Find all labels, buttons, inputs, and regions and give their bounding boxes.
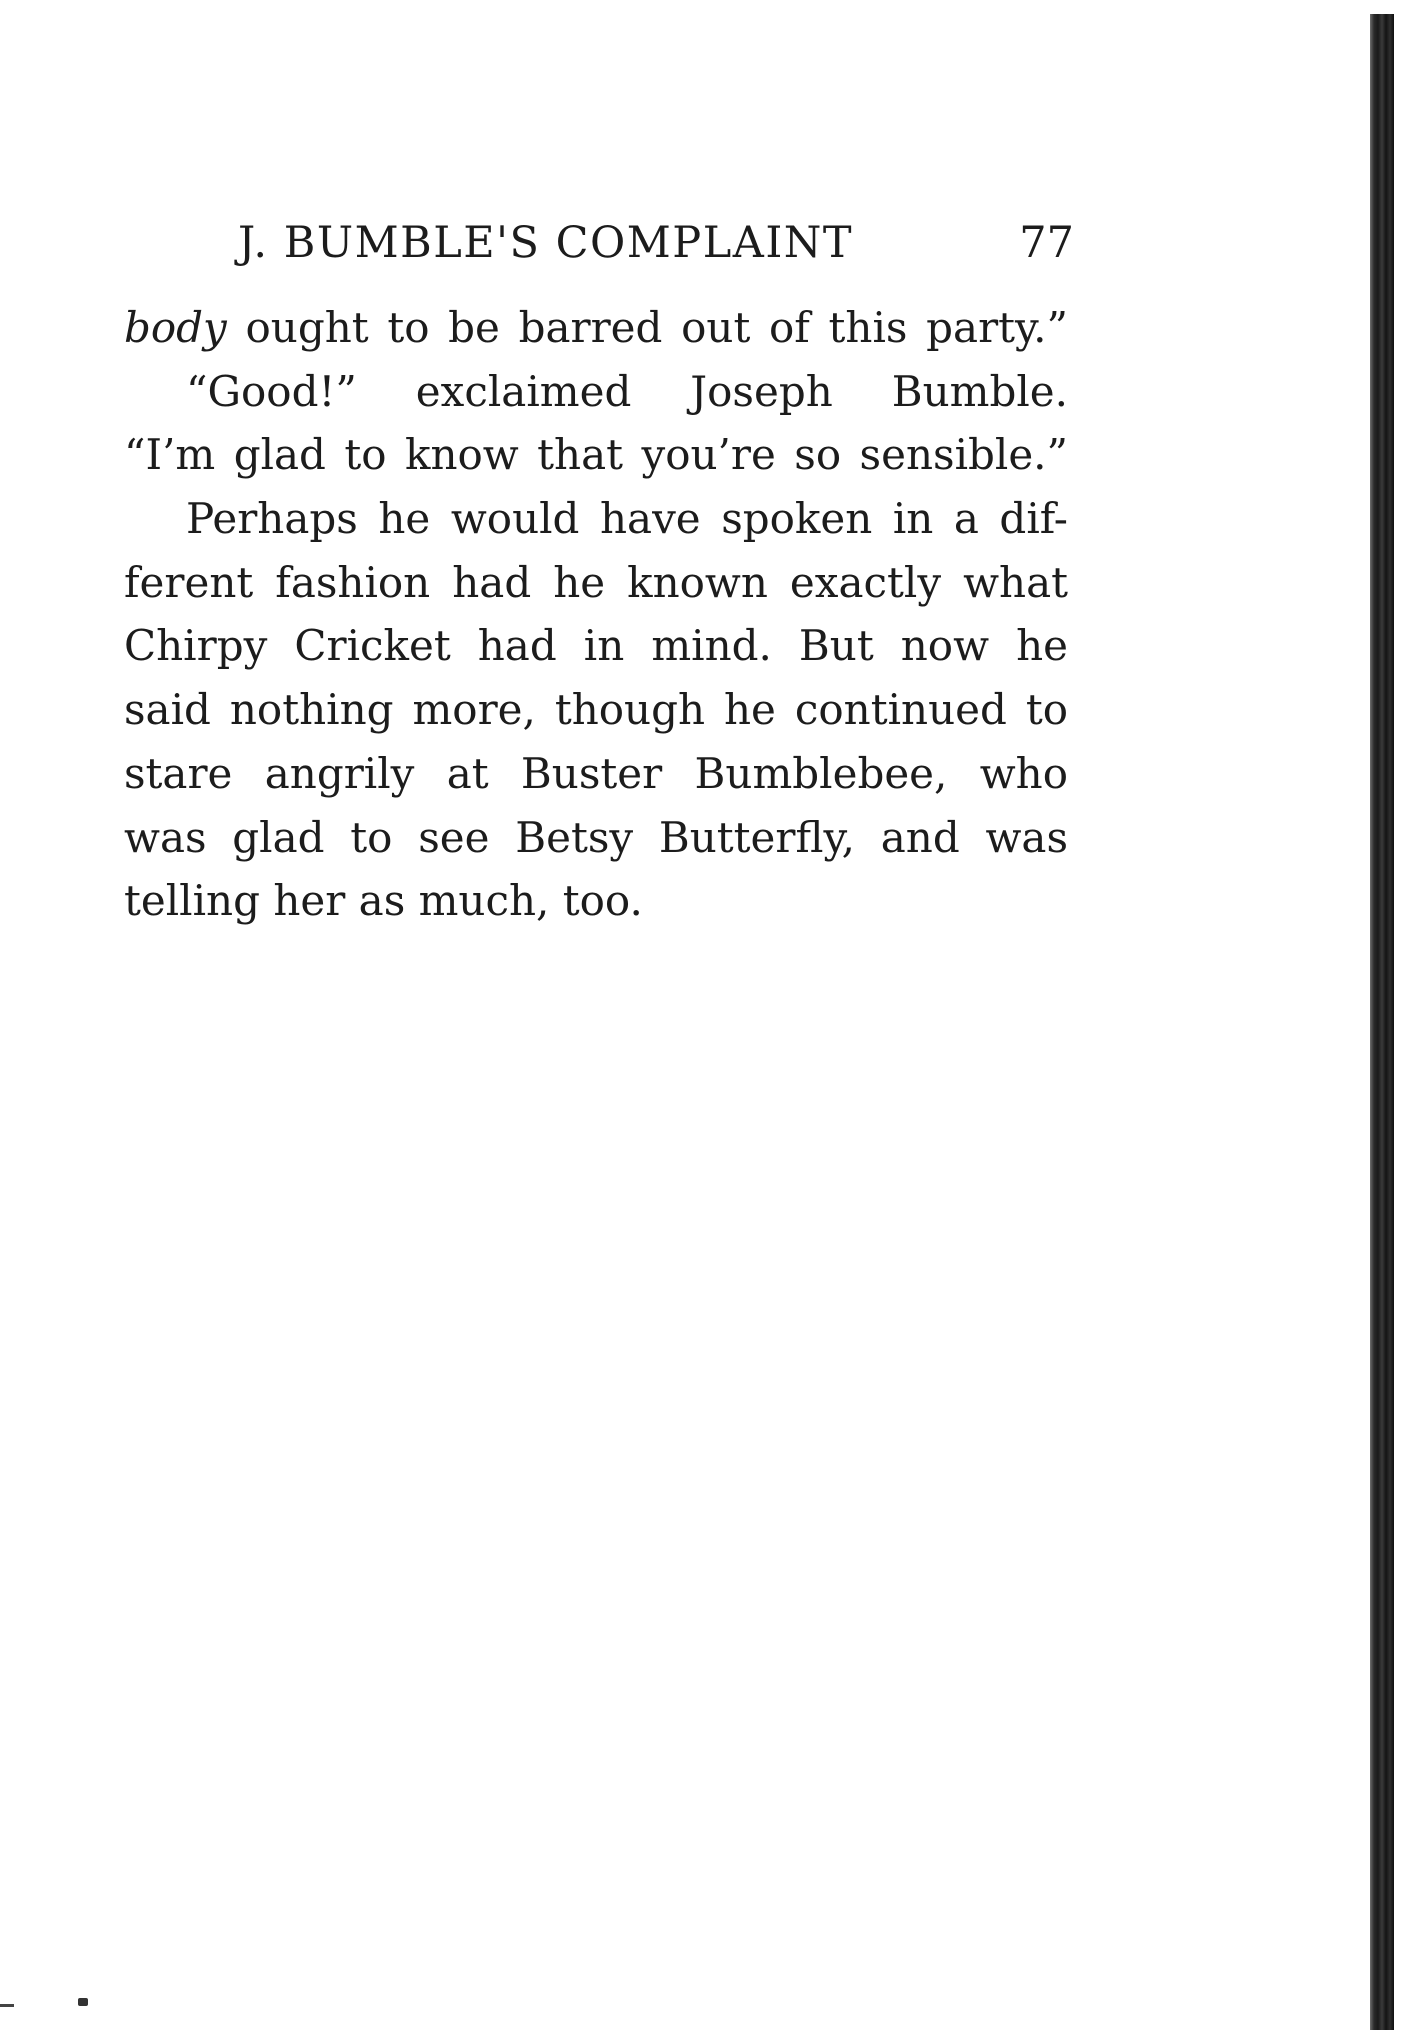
page-header (238, 218, 1074, 278)
text-line: “I’m glad to know that you’re so sensible.” (124, 430, 1068, 480)
text-line: telling her as much, too. (124, 876, 643, 926)
text-line-rest: ought to be barred out of this party.” (226, 303, 1068, 352)
body-text (124, 296, 1068, 933)
text-line: said nothing more, though he continued to (124, 685, 1068, 735)
running-head: J. BUMBLE'S COMPLAINT (238, 218, 854, 268)
text-line: stare angrily at Buster Bumblebee, who (124, 748, 1068, 798)
scan-speck (78, 1998, 88, 2006)
text-line: Chirpy Cricket had in mind. But now he (124, 621, 1068, 671)
scan-speck (0, 2004, 14, 2007)
text-line (124, 296, 1068, 360)
binding-edge (1370, 14, 1394, 2030)
page-number: 77 (1019, 218, 1074, 268)
text-line: was glad to see Betsy Butterfly, and was (124, 812, 1068, 862)
text-line: “Good!” exclaimed Joseph Bumble. (186, 366, 1068, 416)
italic-word: body (124, 303, 227, 352)
text-line: ferent fashion had he known exactly what (124, 557, 1068, 607)
text-line: Perhaps he would have spoken in a dif- (186, 494, 1068, 544)
